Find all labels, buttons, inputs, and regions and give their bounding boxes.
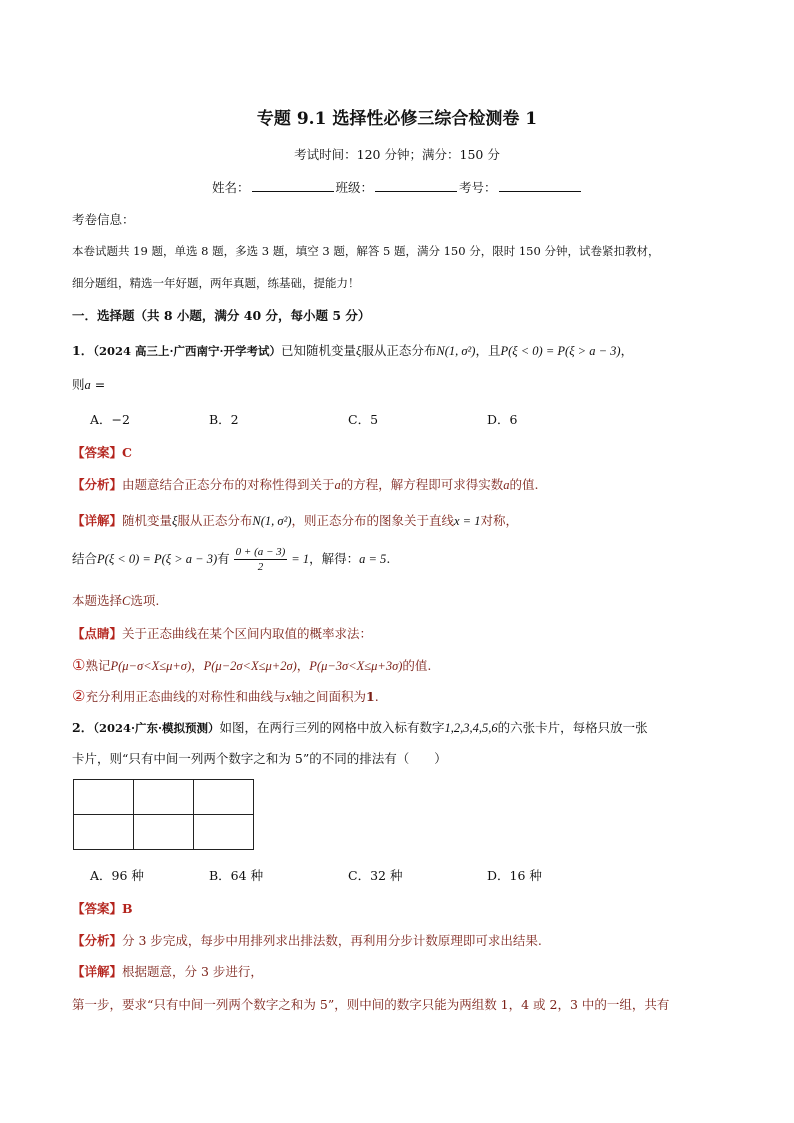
name-label: 姓名： — [212, 180, 250, 195]
q1-eq: = — [90, 377, 106, 392]
choose-text: 本题选择 — [72, 593, 123, 608]
q1-tip-1 — [72, 656, 431, 674]
q1-stem-text-2: 服从正态分布 — [361, 343, 437, 358]
answer-label: 【答案】 — [72, 901, 123, 916]
analysis-text-3: 的值. — [509, 477, 539, 492]
detail-text: 随机变量 — [122, 513, 173, 528]
grid-cell — [194, 780, 254, 815]
q1-number: 1． — [72, 343, 94, 358]
combine-text-2: 有 — [217, 551, 230, 566]
combine-eq: = 1 — [291, 552, 310, 566]
detail-label: 【详解】 — [72, 964, 123, 979]
detail-text-4: 对称， — [480, 513, 518, 528]
detail-label: 【详解】 — [72, 513, 123, 528]
detail-line: x = 1 — [454, 514, 481, 528]
q2-line-2: 卡片，则“只有中间一列两个数字之和为 5”的不同的排法有（ ） — [72, 751, 447, 766]
info-heading: 考卷信息： — [72, 212, 135, 227]
q1-stem-text-4: ， — [620, 343, 634, 358]
solution: a = 5 — [359, 552, 387, 566]
q1-source: （2024 高三上·广西南宁·开学考试） — [93, 344, 281, 358]
q2-number: 2． — [72, 720, 94, 735]
detail-text-3: ，则正态分布的图象关于直线 — [291, 513, 454, 528]
number-label: 考号： — [459, 180, 497, 195]
q1-var-a: a — [84, 378, 91, 392]
q1-choose — [72, 591, 159, 609]
q1-option-c[interactable]: C．5 — [348, 412, 379, 427]
q1-stem-text-3: ，且 — [475, 343, 501, 358]
name-blank[interactable] — [252, 177, 334, 192]
analysis-text-2: 的方程，解方程即可求得实数 — [340, 477, 504, 492]
q2-answer — [72, 899, 133, 917]
grid-cell — [134, 780, 194, 815]
q1-analysis — [72, 475, 539, 493]
tip1-text: 熟记 — [85, 658, 111, 673]
tip2-text-2: 轴之间面积为 — [291, 689, 367, 704]
tip-mark-1: ① — [72, 656, 86, 674]
tip2-end: . — [374, 689, 379, 704]
detail-text: 根据题意，分 3 步进行， — [122, 964, 263, 979]
tip2-one: 1 — [366, 689, 375, 704]
analysis-var: a — [334, 478, 341, 492]
grid-row — [74, 780, 254, 815]
section-heading: 一．选择题（共 8 小题，满分 40 分，每小题 5 分） — [72, 308, 371, 323]
q1-normal: N(1, σ²) — [436, 344, 476, 358]
analysis-var-2: a — [503, 478, 510, 492]
answer-label: 【答案】 — [72, 445, 123, 460]
q1-then: 则 — [72, 377, 85, 392]
analysis-text: 分 3 步完成，每步中用排列求出排法数，再利用分步计数原理即可求出结果. — [122, 933, 542, 948]
q2-detail — [72, 962, 263, 980]
answer-value: B — [122, 901, 133, 916]
detail-normal: N(1, σ²) — [252, 514, 292, 528]
tip1-sep-2: ， — [296, 658, 310, 673]
analysis-label: 【分析】 — [72, 477, 123, 492]
analysis-label: 【分析】 — [72, 933, 123, 948]
q1-tip-2 — [72, 687, 379, 705]
tip2-x: x — [285, 690, 292, 704]
tip1-prob-2: P(μ−2σ<X≤μ+2σ) — [203, 659, 297, 673]
tip1-prob-1: P(μ−σ<X≤μ+σ) — [110, 659, 192, 673]
q1-condition: P(ξ < 0) = P(ξ > a − 3) — [500, 344, 621, 358]
combine-fraction — [234, 545, 288, 574]
q1-combine — [72, 545, 390, 574]
q2-stem — [72, 718, 648, 736]
combine-text-3: ，解得： — [309, 551, 360, 566]
tip1-sep: ， — [191, 658, 204, 673]
fraction-denominator: 2 — [257, 561, 264, 573]
tip-label: 【点睛】 — [72, 626, 123, 641]
choose-option: C — [122, 594, 131, 608]
class-label: 班级： — [335, 180, 374, 195]
q2-option-c[interactable]: C．32 种 — [348, 868, 403, 883]
detail-text-2: 服从正态分布 — [177, 513, 253, 528]
tip1-end: 的值. — [402, 658, 432, 673]
q1-option-b[interactable]: B．2 — [209, 412, 239, 427]
tip2-text: 充分利用正态曲线的对称性和曲线与 — [85, 689, 286, 704]
number-blank[interactable] — [499, 177, 581, 192]
fraction-numerator: 0 + (a − 3) — [235, 546, 286, 558]
student-fields — [212, 177, 583, 196]
q2-option-d[interactable]: D．16 种 — [487, 868, 542, 883]
combine-text: 结合 — [72, 551, 98, 566]
q2-option-a[interactable]: A．96 种 — [90, 868, 144, 883]
q2-step-1: 第一步，要求“只有中间一列两个数字之和为 5”，则中间的数字只能为两组数 1，4 或 2，3 中的一组，共有 — [72, 997, 670, 1012]
grid-row — [74, 815, 254, 850]
answer-value: C — [122, 445, 132, 460]
analysis-text: 由题意结合正态分布的对称性得到关于 — [122, 477, 335, 492]
tip-text: 关于正态曲线在某个区间内取值的概率求法： — [122, 626, 373, 641]
q1-option-d[interactable]: D．6 — [487, 412, 518, 427]
q2-option-b[interactable]: B．64 种 — [209, 868, 264, 883]
tip-mark-2: ② — [72, 687, 86, 705]
choose-text-2: 选项. — [130, 593, 160, 608]
q1-answer — [72, 443, 132, 461]
exam-time: 考试时间：120 分钟；满分：150 分 — [294, 147, 500, 162]
q1-tip — [72, 624, 372, 642]
page-title: 专题 9.1 选择性必修三综合检测卷 1 — [256, 109, 538, 129]
info-line-1: 本卷试题共 19 题，单选 8 题，多选 3 题，填空 3 题，解答 5 题，满分 150 分，限时 150 分钟，试卷紧扣教材， — [72, 244, 660, 258]
tip1-prob-3: P(μ−3σ<X≤μ+3σ) — [309, 659, 403, 673]
grid-cell — [194, 815, 254, 850]
combine-end: . — [386, 551, 391, 566]
grid-cell — [74, 780, 134, 815]
q1-option-a[interactable]: A．−2 — [90, 412, 130, 427]
q2-stem-text: 如图，在两行三列的网格中放入标有数字 — [219, 720, 445, 735]
info-line-2: 细分题组，精选一年好题，两年真题，练基础，提能力！ — [72, 276, 360, 290]
q1-line-2 — [72, 375, 105, 393]
q2-digits: 1,2,3,4,5,6 — [444, 721, 498, 735]
q1-stem-text: 已知随机变量 — [280, 343, 356, 358]
q1-stem: 1．（2024 高三上·广西南宁·开学考试）已知随机变量ξ服从正态分布N(1, σ²)，且P(ξ < 0) = P(ξ > a − 3)， — [72, 343, 634, 358]
q2-source: （2024·广东·模拟预测） — [93, 721, 220, 735]
class-blank[interactable] — [375, 177, 457, 192]
q2-stem-text-2: 的六张卡片，每格只放一张 — [497, 720, 648, 735]
grid-cell — [74, 815, 134, 850]
q2-grid-figure — [73, 779, 254, 850]
q2-analysis — [72, 931, 542, 949]
grid-cell — [134, 815, 194, 850]
combine-condition: P(ξ < 0) = P(ξ > a − 3) — [97, 552, 218, 566]
q1-detail: 【详解】随机变量ξ服从正态分布N(1, σ²)，则正态分布的图象关于直线x = 1对称， — [72, 513, 518, 528]
